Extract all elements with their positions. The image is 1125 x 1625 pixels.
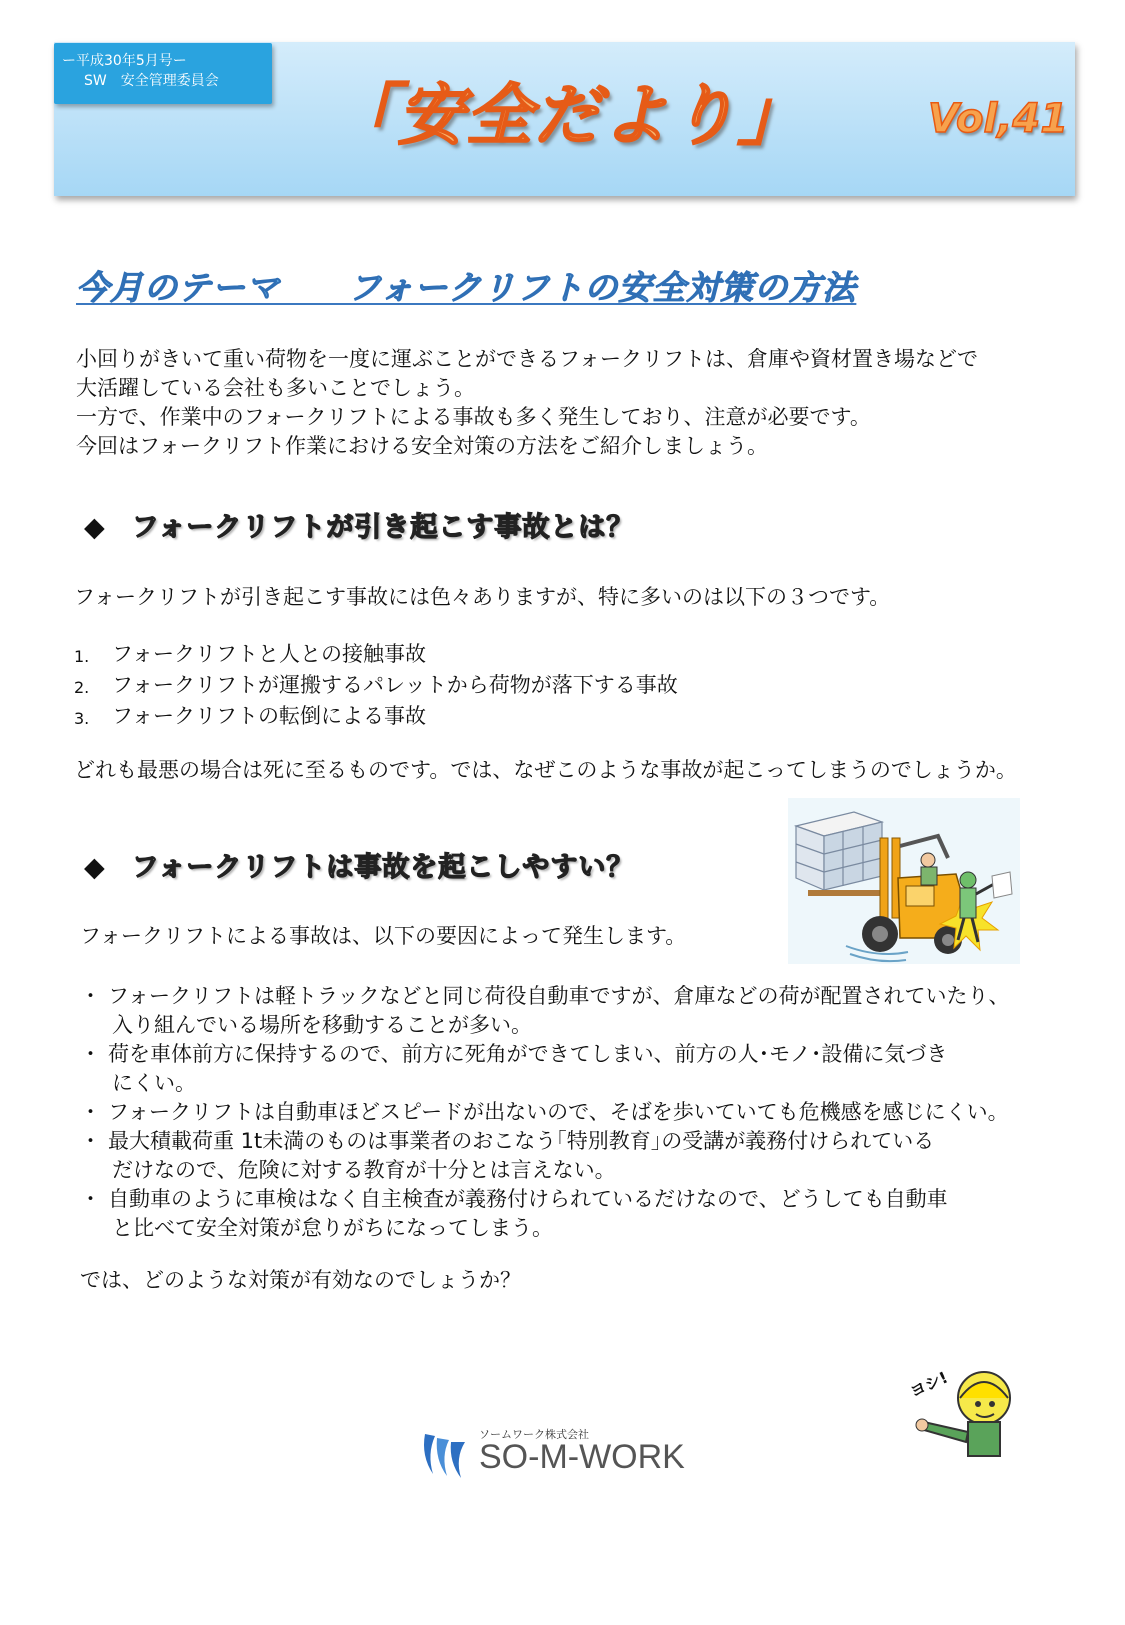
intro-line: 大活躍している会社も多いことでしょう。 bbox=[76, 376, 475, 400]
bullet-icon: ・ bbox=[80, 1129, 101, 1153]
company-name: SO-M-WORK bbox=[479, 1438, 685, 1476]
list-item bbox=[80, 1098, 1010, 1127]
section2-heading-text: フォークリフトは事故を起こしやすい？ bbox=[131, 852, 635, 883]
section2-heading bbox=[84, 845, 634, 884]
section1-heading bbox=[84, 505, 634, 544]
list-item bbox=[74, 671, 678, 702]
monthly-theme: 今月のテーマ フォークリフトの安全対策の方法 bbox=[76, 268, 857, 307]
bullet-icon: ・ bbox=[80, 984, 101, 1008]
list-item bbox=[80, 1185, 1010, 1243]
section1-lead: フォークリフトが引き起こす事故には色々ありますが、特に多いのは以下の３つです。 bbox=[74, 585, 891, 609]
issue-date: ー平成30年5月号ー bbox=[62, 53, 187, 69]
bullet-text-cont: 入り組んでいる場所を移動することが多い。 bbox=[112, 1013, 532, 1037]
list-text: フォークリフトの転倒による事故 bbox=[112, 704, 426, 728]
company-kana: ソームワーク株式会社 bbox=[479, 1428, 589, 1441]
list-text: フォークリフトが運搬するパレットから荷物が落下する事故 bbox=[112, 673, 678, 697]
volume-number: Vol,41 bbox=[928, 96, 1069, 142]
bullet-text: フォークリフトは軽トラックなどと同じ荷役自動車ですが、倉庫などの荷が配置されていたり、 bbox=[108, 984, 1010, 1008]
list-item bbox=[80, 1127, 1010, 1185]
section1-closing: どれも最悪の場合は死に至るものです。では、なぜこのような事故が起こってしまうのでしょうか。 bbox=[74, 758, 1017, 782]
section1-heading-text: フォークリフトが引き起こす事故とは？ bbox=[131, 512, 635, 543]
intro-line: 小回りがきいて重い荷物を一度に運ぶことができるフォークリフトは、倉庫や資材置き場などで bbox=[76, 347, 978, 371]
forklift-illustration bbox=[788, 798, 1020, 964]
intro-line: 今回はフォークリフト作業における安全対策の方法をご紹介しましょう。 bbox=[76, 434, 768, 458]
mascot-text: ヨシ! bbox=[906, 1367, 951, 1402]
list-number: 1. bbox=[74, 647, 90, 666]
bullet-text: フォークリフトは自動車ほどスピードが出ないので、そばを歩いていても危機感を感じにくい。 bbox=[108, 1100, 1009, 1124]
intro-line: 一方で、作業中のフォークリフトによる事故も多く発生しており、注意が必要です。 bbox=[76, 405, 871, 429]
forklift-accident-image bbox=[788, 798, 1020, 964]
bullet-text-cont: にくい。 bbox=[112, 1071, 196, 1095]
bullet-text-cont: だけなので、危険に対する教育が十分とは言えない。 bbox=[112, 1158, 616, 1182]
list-item bbox=[80, 982, 1010, 1040]
diamond-icon: ◆ bbox=[84, 512, 106, 543]
list-number: 2. bbox=[74, 678, 90, 697]
sw-logo-icon bbox=[419, 1426, 477, 1482]
bullet-icon: ・ bbox=[80, 1042, 101, 1066]
section2-lead: フォークリフトによる事故は、以下の要因によって発生します。 bbox=[80, 924, 687, 948]
bullet-text: 荷を車体前方に保持するので、前方に死角ができてしまい、前方の人･モノ･設備に気づき bbox=[108, 1042, 948, 1066]
list-number: 3. bbox=[74, 709, 90, 728]
bullet-icon: ・ bbox=[80, 1187, 101, 1211]
company-logo bbox=[419, 1426, 719, 1482]
accident-list bbox=[74, 640, 678, 733]
bullet-text: 自動車のように車検はなく自主検査が義務付けられているだけなので、どうしても自動車 bbox=[108, 1187, 948, 1211]
bullet-text-cont: と比べて安全対策が怠りがちになってしまう。 bbox=[112, 1216, 553, 1240]
bullet-icon: ・ bbox=[80, 1100, 101, 1124]
intro-paragraph bbox=[76, 345, 978, 461]
cause-list bbox=[80, 982, 1010, 1243]
committee-name: SW 安全管理委員会 bbox=[84, 73, 219, 89]
newsletter-title: 「安全だより」 bbox=[330, 77, 806, 154]
list-item bbox=[74, 702, 678, 733]
mascot-illustration bbox=[906, 1362, 1026, 1472]
bullet-text: 最大積載荷重 1t未満のものは事業者のおこなう｢特別教育｣の受講が義務付けられている bbox=[108, 1129, 935, 1153]
list-item bbox=[74, 640, 678, 671]
list-item bbox=[80, 1040, 1010, 1098]
pointing-worker-icon bbox=[906, 1362, 1026, 1472]
issue-tag bbox=[54, 43, 272, 104]
section2-closing: では、どのような対策が有効なのでしょうか？ bbox=[80, 1268, 521, 1292]
diamond-icon: ◆ bbox=[84, 852, 106, 883]
list-text: フォークリフトと人との接触事故 bbox=[112, 642, 426, 666]
